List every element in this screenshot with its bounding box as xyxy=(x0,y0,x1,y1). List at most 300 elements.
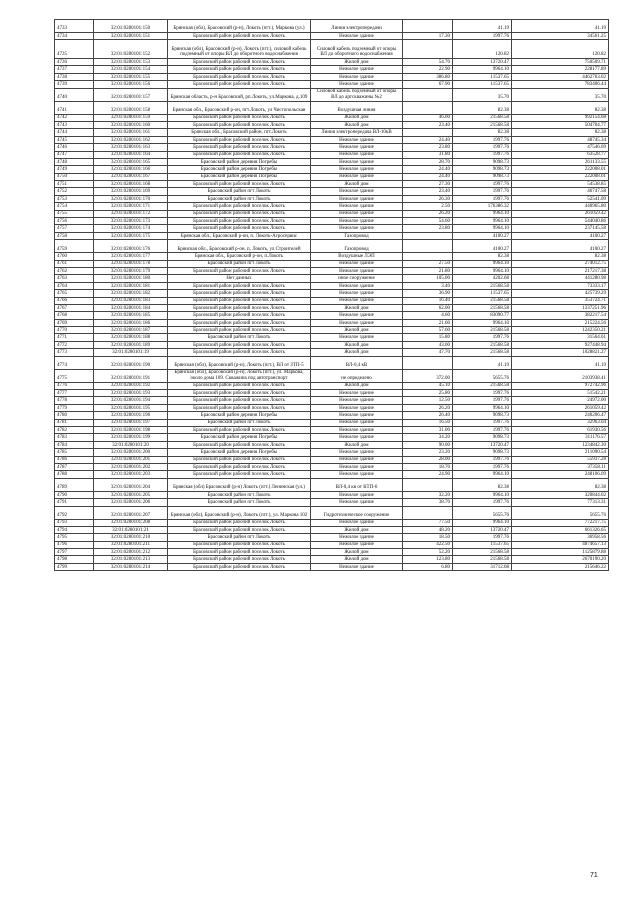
address-cell: Брасовский район рабочий поселок Локоть xyxy=(168,471,311,478)
address-cell: Брасовский район рабочий поселок Локоть xyxy=(168,397,311,404)
address-cell: Брянская (обл), Брасовский (р-н), Локоть (пгт.), силовой кабель подземный от опоры ВЛ до оборотного водоснабжения xyxy=(168,40,311,59)
unit-value-cell: 1997.76 xyxy=(453,463,512,470)
cadastral-number-cell: 32:01:0280101:152 xyxy=(94,40,168,59)
address-cell: Брасовский район рабочий поселок Локоть xyxy=(168,73,311,80)
address-cell: Брасовский район рабочий поселок Локоть xyxy=(168,144,311,151)
object-type-cell: Нежилое здание xyxy=(311,297,403,304)
row-number-cell: 4770 xyxy=(55,327,94,334)
cadastral-number-cell: 32:01:0280101:172 xyxy=(94,210,168,217)
object-type-cell: Жилой дом xyxy=(311,526,403,533)
row-number-cell: 4746 xyxy=(55,144,94,151)
address-cell: Брасовский район рабочий поселок Локоть xyxy=(168,404,311,411)
cadastral-value-cell: 972742.96 xyxy=(512,382,609,389)
unit-value-cell: 83090.77 xyxy=(453,312,512,319)
object-type-cell: Жилой дом xyxy=(311,341,403,348)
address-cell: Брасовский район рабочий поселок Локоть xyxy=(168,66,311,73)
row-number-cell: 4734 xyxy=(55,33,94,40)
table-row xyxy=(55,253,609,260)
address-cell: Брасовский район пгт Локоть xyxy=(168,195,311,202)
address-cell: Брасовский район рабочий поселок Локоть xyxy=(168,556,311,563)
row-number-cell: 4788 xyxy=(55,471,94,478)
unit-value-cell: 9964.10 xyxy=(453,519,512,526)
cadastral-value-cell: 2670190.20 xyxy=(512,556,609,563)
object-type-cell: Жилой дом xyxy=(311,549,403,556)
cadastral-value-cell: 37358.11 xyxy=(512,463,609,470)
cadastral-number-cell: 32:01:0280101:197 xyxy=(94,419,168,426)
unit-value-cell: 1997.76 xyxy=(453,456,512,463)
address-cell: Брасовский район деревня Погребы xyxy=(168,434,311,441)
area-cell: 26.30 xyxy=(403,195,453,202)
row-number-cell: 4763 xyxy=(55,275,94,282)
cadastral-value-cell: 36958.56 xyxy=(512,534,609,541)
table-row xyxy=(55,390,609,397)
table-row xyxy=(55,158,609,165)
cadastral-value-cell: 82.38 xyxy=(512,101,609,114)
unit-value-cell: 1997.76 xyxy=(453,397,512,404)
row-number-cell: 4797 xyxy=(55,549,94,556)
cadastral-value-cell: 61930.56 xyxy=(512,427,609,434)
cadastral-value-cell: 73333.17 xyxy=(512,282,609,289)
cadastral-number-cell: 32:01:0280101:201 xyxy=(94,456,168,463)
cadastral-value-cell: 261059.42 xyxy=(512,210,609,217)
cadastral-number-cell: 32:01:0280101:207 xyxy=(94,506,168,519)
address-cell: Брянская (обл), Брасовский (р-н), Локоть (пгт.), ул. Маркова 102 xyxy=(168,506,311,519)
cadastral-number-cell: 32:01:0280101:204 xyxy=(94,478,168,491)
cadastral-number-cell: 32:01:0280101:160 xyxy=(94,121,168,128)
row-number-cell: 4791 xyxy=(55,499,94,506)
cadastral-number-cell: 32:01:0280101:155 xyxy=(94,73,168,80)
cadastral-value-cell: 228177.89 xyxy=(512,66,609,73)
cadastral-number-cell: 32:01:0280101:150 xyxy=(94,20,168,33)
object-type-cell: Нежилое здание xyxy=(311,434,403,441)
cadastral-value-cell: 34561.25 xyxy=(512,33,609,40)
unit-value-cell: 9964.10 xyxy=(453,404,512,411)
table-row xyxy=(55,188,609,195)
object-type-cell: Нежилое здание xyxy=(311,471,403,478)
area-cell: 57.60 xyxy=(403,327,453,334)
area-cell: 48.20 xyxy=(403,526,453,533)
area-cell: 23.80 xyxy=(403,144,453,151)
cadastral-number-cell: 32:01:0280101:175 xyxy=(94,232,168,239)
object-type-cell: Нежилое здание xyxy=(311,499,403,506)
object-type-cell: Нежилое здание xyxy=(311,404,403,411)
row-number-cell: 4778 xyxy=(55,397,94,404)
row-number-cell: 4759 xyxy=(55,240,94,253)
table-row xyxy=(55,534,609,541)
row-number-cell: 4790 xyxy=(55,491,94,498)
cadastral-number-cell: 32:01:0280101:168 xyxy=(94,181,168,188)
table-row xyxy=(55,275,609,282)
address-cell: Брасовский район рабочий поселок Локоть xyxy=(168,203,311,210)
row-number-cell: 4775 xyxy=(55,369,94,382)
cadastral-value-cell: 4100.27 xyxy=(512,232,609,239)
address-cell: Брасовский район рабочий поселок Локоть xyxy=(168,526,311,533)
area-cell: 45.10 xyxy=(403,382,453,389)
row-number-cell: 4774 xyxy=(55,356,94,369)
row-number-cell: 4794 xyxy=(55,526,94,533)
area-cell: 52.20 xyxy=(403,549,453,556)
cadastral-number-cell: 32:01:0280101:181 xyxy=(94,282,168,289)
table-body xyxy=(55,20,609,571)
area-cell: 21.80 xyxy=(403,267,453,274)
address-cell: Брасовский район рабочий поселок Локоть xyxy=(168,341,311,348)
area-cell: 36.90 xyxy=(403,290,453,297)
unit-value-cell: 1997.76 xyxy=(453,419,512,426)
table-row xyxy=(55,218,609,225)
object-type-cell: Жилой дом xyxy=(311,304,403,311)
cadastral-number-cell: 32:01:0280101:156 xyxy=(94,81,168,88)
address-cell: Брасовский район пгт Локоть xyxy=(168,260,311,267)
area-cell: 38.70 xyxy=(403,499,453,506)
row-number-cell: 4752 xyxy=(55,188,94,195)
address-cell: Брасовский район рабочий поселок Локоть xyxy=(168,267,311,274)
area-cell: 24.90 xyxy=(403,471,453,478)
address-cell: Брасовский район пгт Локоть xyxy=(168,534,311,541)
unit-value-cell: 21568.58 xyxy=(453,327,512,334)
unit-value-cell: 9098.73 xyxy=(453,158,512,165)
cadastral-number-cell: 32:01:0280101:203 xyxy=(94,471,168,478)
cadastral-value-cell: 4100.27 xyxy=(512,240,609,253)
area-cell: 6.80 xyxy=(403,563,453,570)
table-row xyxy=(55,144,609,151)
unit-value-cell: 9964.10 xyxy=(453,66,512,73)
cadastral-number-cell: 32:01:0280101:188 xyxy=(94,334,168,341)
row-number-cell: 4755 xyxy=(55,210,94,217)
cadastral-value-cell: 217217.38 xyxy=(512,267,609,274)
row-number-cell: 4781 xyxy=(55,419,94,426)
unit-value-cell: 1997.76 xyxy=(453,181,512,188)
area-cell xyxy=(403,232,453,239)
area-cell: 4.60 xyxy=(403,312,453,319)
row-number-cell: 4760 xyxy=(55,253,94,260)
object-type-cell: Нежилое здание xyxy=(311,66,403,73)
row-number-cell: 4784 xyxy=(55,441,94,448)
area-cell xyxy=(403,356,453,369)
row-number-cell: 4733 xyxy=(55,20,94,33)
cadastral-value-cell: 24972.00 xyxy=(512,397,609,404)
cadastral-number-cell: 32:01:0280101:206 xyxy=(94,499,168,506)
table-row xyxy=(55,73,609,80)
area-cell: 22.90 xyxy=(403,66,453,73)
address-cell: Брасовский район рабочий поселок Локоть xyxy=(168,225,311,232)
cadastral-number-cell: 32:01:0280101:202 xyxy=(94,463,168,470)
object-type-cell: Нежилое здание xyxy=(311,173,403,180)
area-cell: 23.40 xyxy=(403,188,453,195)
unit-value-cell: 21568.58 xyxy=(453,121,512,128)
cadastral-number-cell: 32:01:0280101:176 xyxy=(94,240,168,253)
address-cell: Брасовский район рабочий поселок Локоть xyxy=(168,382,311,389)
object-type-cell: Жилой дом xyxy=(311,441,403,448)
address-cell: Брасовский район рабочий поселок Локоть xyxy=(168,563,311,570)
object-type-cell: Нежилое здание xyxy=(311,541,403,548)
row-number-cell: 4799 xyxy=(55,563,94,570)
area-cell: 31.00 xyxy=(403,427,453,434)
cadastral-number-cell: 32:01:0280101:192 xyxy=(94,382,168,389)
cadastral-value-cell: 82.38 xyxy=(512,253,609,260)
unit-value-cell: 41.19 xyxy=(453,20,512,33)
row-number-cell: 4789 xyxy=(55,478,94,491)
address-cell: Брасовский район рабочий поселок Локоть xyxy=(168,151,311,158)
object-type-cell: Нежилое здание xyxy=(311,188,403,195)
row-number-cell: 4758 xyxy=(55,232,94,239)
cadastral-value-cell: 222008.01 xyxy=(512,166,609,173)
cadastral-value-cell: 504704.77 xyxy=(512,121,609,128)
area-cell: 32.20 xyxy=(403,491,453,498)
unit-value-cell: 9964.10 xyxy=(453,267,512,274)
address-cell: Брасовский район рабочий поселок Локоть xyxy=(168,319,311,326)
address-cell: Брасовский район пгт Локоть xyxy=(168,491,311,498)
unit-value-cell: 11537.65 xyxy=(453,290,512,297)
cadastral-value-cell: 441280.98 xyxy=(512,275,609,282)
unit-value-cell: 9964.10 xyxy=(453,210,512,217)
cadastral-number-cell: 32:01:0280101:194 xyxy=(94,397,168,404)
area-cell: 422.50 xyxy=(403,541,453,548)
row-number-cell: 4782 xyxy=(55,427,94,434)
unit-value-cell: 1997.76 xyxy=(453,427,512,434)
row-number-cell: 4738 xyxy=(55,73,94,80)
area-cell: 26.20 xyxy=(403,404,453,411)
area-cell xyxy=(403,253,453,260)
unit-value-cell: 9964.10 xyxy=(453,218,512,225)
cadastral-value-cell: 211090.54 xyxy=(512,449,609,456)
area-cell xyxy=(403,40,453,59)
area-cell xyxy=(403,88,453,101)
cadastral-number-cell: 32:01:0280101:177 xyxy=(94,253,168,260)
unit-value-cell: 9964.10 xyxy=(453,471,512,478)
area-cell: 77.50 xyxy=(403,519,453,526)
area-cell: 372.00 xyxy=(403,369,453,382)
address-cell: Брасовский район деревня Погребы xyxy=(168,173,311,180)
table-row xyxy=(55,312,609,319)
row-number-cell: 4740 xyxy=(55,88,94,101)
cadastral-value-cell: 1125879.88 xyxy=(512,549,609,556)
unit-value-cell: 5655.76 xyxy=(453,369,512,382)
row-number-cell: 4749 xyxy=(55,166,94,173)
document-sheet xyxy=(54,19,608,571)
row-number-cell: 4767 xyxy=(55,304,94,311)
cadastral-number-cell: 32:01:0280101:186 xyxy=(94,319,168,326)
address-cell: Брасовский район деревня Погребы xyxy=(168,166,311,173)
unit-value-cell: 11537.65 xyxy=(453,541,512,548)
area-cell: 54.60 xyxy=(403,218,453,225)
cadastral-value-cell: 31564.61 xyxy=(512,334,609,341)
address-cell: Брянская обл., Брасовский р-он, п.Локоть xyxy=(168,253,311,260)
table-row xyxy=(55,225,609,232)
cadastral-value-cell: 440965.80 xyxy=(512,203,609,210)
unit-value-cell: 11537.65 xyxy=(453,73,512,80)
table-row xyxy=(55,463,609,470)
address-cell: Брянская (обл), Брасовский (р-н), Локоть (пгт.), ВЛ от ЗТП-5 xyxy=(168,356,311,369)
object-type-cell: Нежилое здание xyxy=(311,136,403,143)
object-type-cell: Нежилое здание xyxy=(311,267,403,274)
cadastral-number-cell: 32:01:0280101:184 xyxy=(94,304,168,311)
row-number-cell: 4741 xyxy=(55,101,94,114)
cadastral-number-cell: 32:01:0280101:19 xyxy=(94,349,168,356)
table-row xyxy=(55,412,609,419)
object-type-cell: Нежилое здание xyxy=(311,144,403,151)
table-row xyxy=(55,441,609,448)
unit-value-cell: 4100.27 xyxy=(453,232,512,239)
address-cell: Брянская обл., Брасовский р-он, п. Локоть-Агросервис xyxy=(168,232,311,239)
unit-value-cell: 9964.10 xyxy=(453,491,512,498)
cadastral-value-cell: 51542.21 xyxy=(512,390,609,397)
table-row xyxy=(55,427,609,434)
object-type-cell: Нежилое здание xyxy=(311,210,403,217)
table-row xyxy=(55,114,609,121)
cadastral-value-cell: 55937.28 xyxy=(512,456,609,463)
cadastral-value-cell: 77313.31 xyxy=(512,499,609,506)
row-number-cell: 4779 xyxy=(55,404,94,411)
cadastral-value-cell: 237145.58 xyxy=(512,225,609,232)
object-type-cell: Нежилое здание xyxy=(311,427,403,434)
unit-value-cell: 120.82 xyxy=(453,40,512,59)
row-number-cell: 4769 xyxy=(55,319,94,326)
unit-value-cell: 4202.68 xyxy=(453,275,512,282)
row-number-cell: 4768 xyxy=(55,312,94,319)
object-type-cell: ВЛ-0,4 кв от КТП-6 xyxy=(311,478,403,491)
area-cell: 27.30 xyxy=(403,181,453,188)
row-number-cell: 4750 xyxy=(55,173,94,180)
unit-value-cell: 1997.76 xyxy=(453,390,512,397)
table-row xyxy=(55,478,609,491)
object-type-cell: Нежилое здание xyxy=(311,81,403,88)
table-row xyxy=(55,173,609,180)
area-cell: 123.80 xyxy=(403,556,453,563)
unit-value-cell: 21568.58 xyxy=(453,556,512,563)
area-cell xyxy=(403,20,453,33)
row-number-cell: 4776 xyxy=(55,382,94,389)
object-type-cell: Нежилое здание xyxy=(311,260,403,267)
cadastral-value-cell: 1337251.96 xyxy=(512,304,609,311)
table-row xyxy=(55,327,609,334)
row-number-cell: 4754 xyxy=(55,203,94,210)
cadastral-number-cell: 32:01:0280101:166 xyxy=(94,166,168,173)
address-cell: Брасовский район рабочий поселок Локоть xyxy=(168,441,311,448)
area-cell: 16.50 xyxy=(403,419,453,426)
row-number-cell: 4766 xyxy=(55,297,94,304)
object-type-cell: Жилой дом xyxy=(311,181,403,188)
object-type-cell: Жилой дом xyxy=(311,58,403,65)
unit-value-cell: 1997.76 xyxy=(453,534,512,541)
unit-value-cell: 9964.10 xyxy=(453,319,512,326)
table-row xyxy=(55,40,609,59)
unit-value-cell: 1997.76 xyxy=(453,499,512,506)
area-cell: 31.80 xyxy=(403,151,453,158)
cadastral-number-cell: 32:01:0280101:162 xyxy=(94,136,168,143)
row-number-cell: 4772 xyxy=(55,341,94,348)
cadastral-number-cell: 32:01:0280101:170 xyxy=(94,195,168,202)
unit-value-cell: 9098.73 xyxy=(453,412,512,419)
table-row xyxy=(55,166,609,173)
table-row xyxy=(55,304,609,311)
object-type-cell: Жилой дом xyxy=(311,114,403,121)
object-type-cell: Нежилое здание xyxy=(311,456,403,463)
cadastral-number-cell: 32:01:0280101:191 xyxy=(94,369,168,382)
area-cell: 28.70 xyxy=(403,158,453,165)
unit-value-cell: 21568.58 xyxy=(453,382,512,389)
area-cell: 23.20 xyxy=(403,449,453,456)
address-cell: Брасовский район рабочий поселок Локоть xyxy=(168,312,311,319)
area-cell: 21.60 xyxy=(403,319,453,326)
address-cell: Брасовский район рабочий поселок Локоть xyxy=(168,327,311,334)
object-type-cell: Нежилое здание xyxy=(311,166,403,173)
unit-value-cell: 1997.76 xyxy=(453,33,512,40)
cadastral-number-cell: 32:01:0280101:182 xyxy=(94,290,168,297)
table-row xyxy=(55,240,609,253)
unit-value-cell: 1997.76 xyxy=(453,144,512,151)
table-row xyxy=(55,88,609,101)
row-number-cell: 4787 xyxy=(55,463,94,470)
cadastral-value-cell: 54538.85 xyxy=(512,181,609,188)
table-row xyxy=(55,519,609,526)
table-row xyxy=(55,121,609,128)
cadastral-number-cell: 32:01:0280101:157 xyxy=(94,88,168,101)
address-cell: Брасовский район рабочий поселок Локоть xyxy=(168,114,311,121)
cadastral-value-cell: 222008.01 xyxy=(512,173,609,180)
cadastral-value-cell: 750509.71 xyxy=(512,58,609,65)
unit-value-cell: 9964.10 xyxy=(453,260,512,267)
object-type-cell: Нежилое здание xyxy=(311,491,403,498)
unit-value-cell: 1997.76 xyxy=(453,136,512,143)
address-cell: Брянская обл., Брасовский р-он, п. Локоть, ул Строителей xyxy=(168,240,311,253)
address-cell: Брасовский район рабочий поселок Локоть xyxy=(168,463,311,470)
table-row xyxy=(55,541,609,548)
cadastral-value-cell: 783406.44 xyxy=(512,81,609,88)
table-row xyxy=(55,549,609,556)
object-type-cell: Жилой дом xyxy=(311,556,403,563)
row-number-cell: 4753 xyxy=(55,195,94,202)
address-cell: Брасовский район пгт Локоть xyxy=(168,499,311,506)
unit-value-cell: 13720.47 xyxy=(453,526,512,533)
row-number-cell: 4771 xyxy=(55,334,94,341)
cadastral-value-cell: 52541.09 xyxy=(512,195,609,202)
area-cell: 17.30 xyxy=(403,33,453,40)
cadastral-value-cell: 425739.29 xyxy=(512,290,609,297)
address-cell: Брасовский район рабочий поселок Локоть xyxy=(168,304,311,311)
unit-value-cell: 4100.27 xyxy=(453,240,512,253)
unit-value-cell: 21568.58 xyxy=(453,349,512,356)
address-cell: Брасовский район пгт Локоть xyxy=(168,334,311,341)
cadastral-value-cell: 927448.94 xyxy=(512,341,609,348)
object-type-cell: Нежилое здание xyxy=(311,195,403,202)
row-number-cell: 4744 xyxy=(55,129,94,136)
unit-value-cell: 9098.73 xyxy=(453,434,512,441)
cadastral-number-cell: 32:01:0280101:213 xyxy=(94,556,168,563)
object-type-cell: Жилой дом xyxy=(311,349,403,356)
cadastral-number-cell: 32:01:0280101:173 xyxy=(94,218,168,225)
table-row xyxy=(55,404,609,411)
cadastral-number-cell: 32:01:0280101:171 xyxy=(94,203,168,210)
object-type-cell: Жилой дом xyxy=(311,327,403,334)
address-cell: Брасовский район рабочий поселок Локоть xyxy=(168,427,311,434)
cadastral-number-cell: 32:01:0280101:178 xyxy=(94,260,168,267)
cadastral-number-cell: 32:01:0280101:151 xyxy=(94,33,168,40)
cadastral-value-cell: 274012.75 xyxy=(512,260,609,267)
row-number-cell: 4796 xyxy=(55,541,94,548)
row-number-cell: 4737 xyxy=(55,66,94,73)
cadastral-value-cell: 215646.22 xyxy=(512,563,609,570)
unit-value-cell: 31712.68 xyxy=(453,563,512,570)
table-row xyxy=(55,181,609,188)
cadastral-value-cell: 41.19 xyxy=(512,20,609,33)
cadastral-number-cell: 32:01:0280101:180 xyxy=(94,275,168,282)
table-row xyxy=(55,101,609,114)
table-row xyxy=(55,456,609,463)
cadastral-value-cell: 772217.75 xyxy=(512,519,609,526)
area-cell: 24.40 xyxy=(403,136,453,143)
object-type-cell: Нежилое здание xyxy=(311,203,403,210)
cadastral-number-cell: 32:01:0280101:21 xyxy=(94,526,168,533)
